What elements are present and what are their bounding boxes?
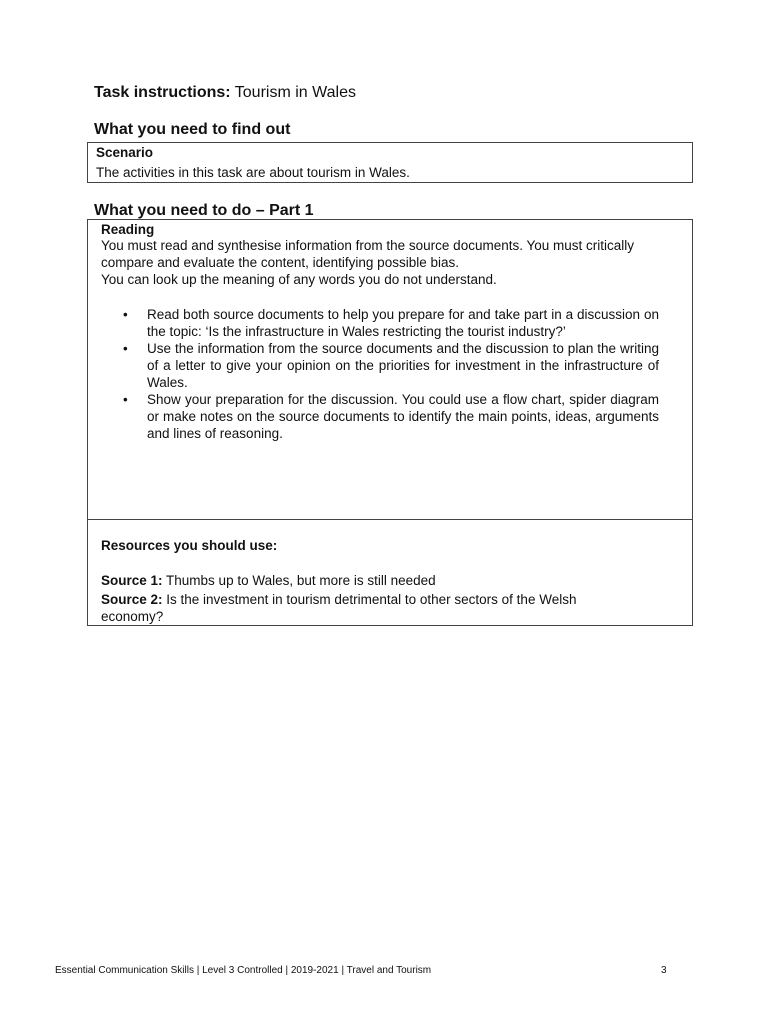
source-1-label: Source 1:	[101, 573, 163, 588]
bullet-icon: •	[123, 392, 128, 407]
resources-heading: Resources you should use:	[101, 538, 278, 553]
reading-intro-paragraph: You can look up the meaning of any words you do not understand.	[101, 272, 497, 287]
part1-heading: What you need to do – Part 1	[94, 202, 314, 219]
reading-label: Reading	[101, 222, 155, 237]
title-label: Task instructions:	[94, 84, 231, 101]
source-2	[101, 591, 641, 625]
section-divider	[88, 519, 692, 520]
source-2-title: Is the investment in tourism detrimental to other sectors of the Welsh economy?	[101, 592, 577, 624]
scenario-text: The activities in this task are about tourism in Wales.	[96, 165, 410, 180]
find-out-heading: What you need to find out	[94, 121, 291, 138]
reading-intro	[101, 237, 676, 288]
page-number: 3	[661, 965, 667, 976]
bullet-icon: •	[123, 307, 128, 322]
bullet-icon: •	[123, 341, 128, 356]
list-item	[121, 391, 659, 442]
footer-text: Essential Communication Skills | Level 3 Controlled | 2019-2021 | Travel and Tourism	[55, 965, 432, 976]
part1-box	[87, 219, 693, 626]
reading-intro-paragraph: You must read and synthesise information from the source documents. You must critically compare and evaluate the content, identifying possible bias.	[101, 238, 635, 270]
title-text: Tourism in Wales	[230, 84, 356, 101]
list-item	[121, 340, 659, 391]
instructions-list	[121, 306, 659, 442]
source-1-title: Thumbs up to Wales, but more is still needed	[162, 573, 436, 588]
list-item	[121, 306, 659, 340]
source-2-label: Source 2:	[101, 592, 163, 607]
source-1	[101, 572, 641, 589]
scenario-label: Scenario	[96, 145, 154, 160]
page-title	[94, 83, 356, 103]
list-item-text: Show your preparation for the discussion. You could use a flow chart, spider diagram or make notes on the source documents to identify the main points, ideas, arguments and lines of reasoning.	[147, 392, 659, 441]
list-item-text: Read both source documents to help you prepare for and take part in a discussion on the topic: ‘Is the infrastructure in Wales restricting the tourist industry?’	[147, 307, 659, 339]
list-item-text: Use the information from the source documents and the discussion to plan the writing of a letter to give your opinion on the priorities for investment in the infrastructure of Wales.	[147, 341, 659, 390]
scenario-box	[87, 142, 693, 183]
